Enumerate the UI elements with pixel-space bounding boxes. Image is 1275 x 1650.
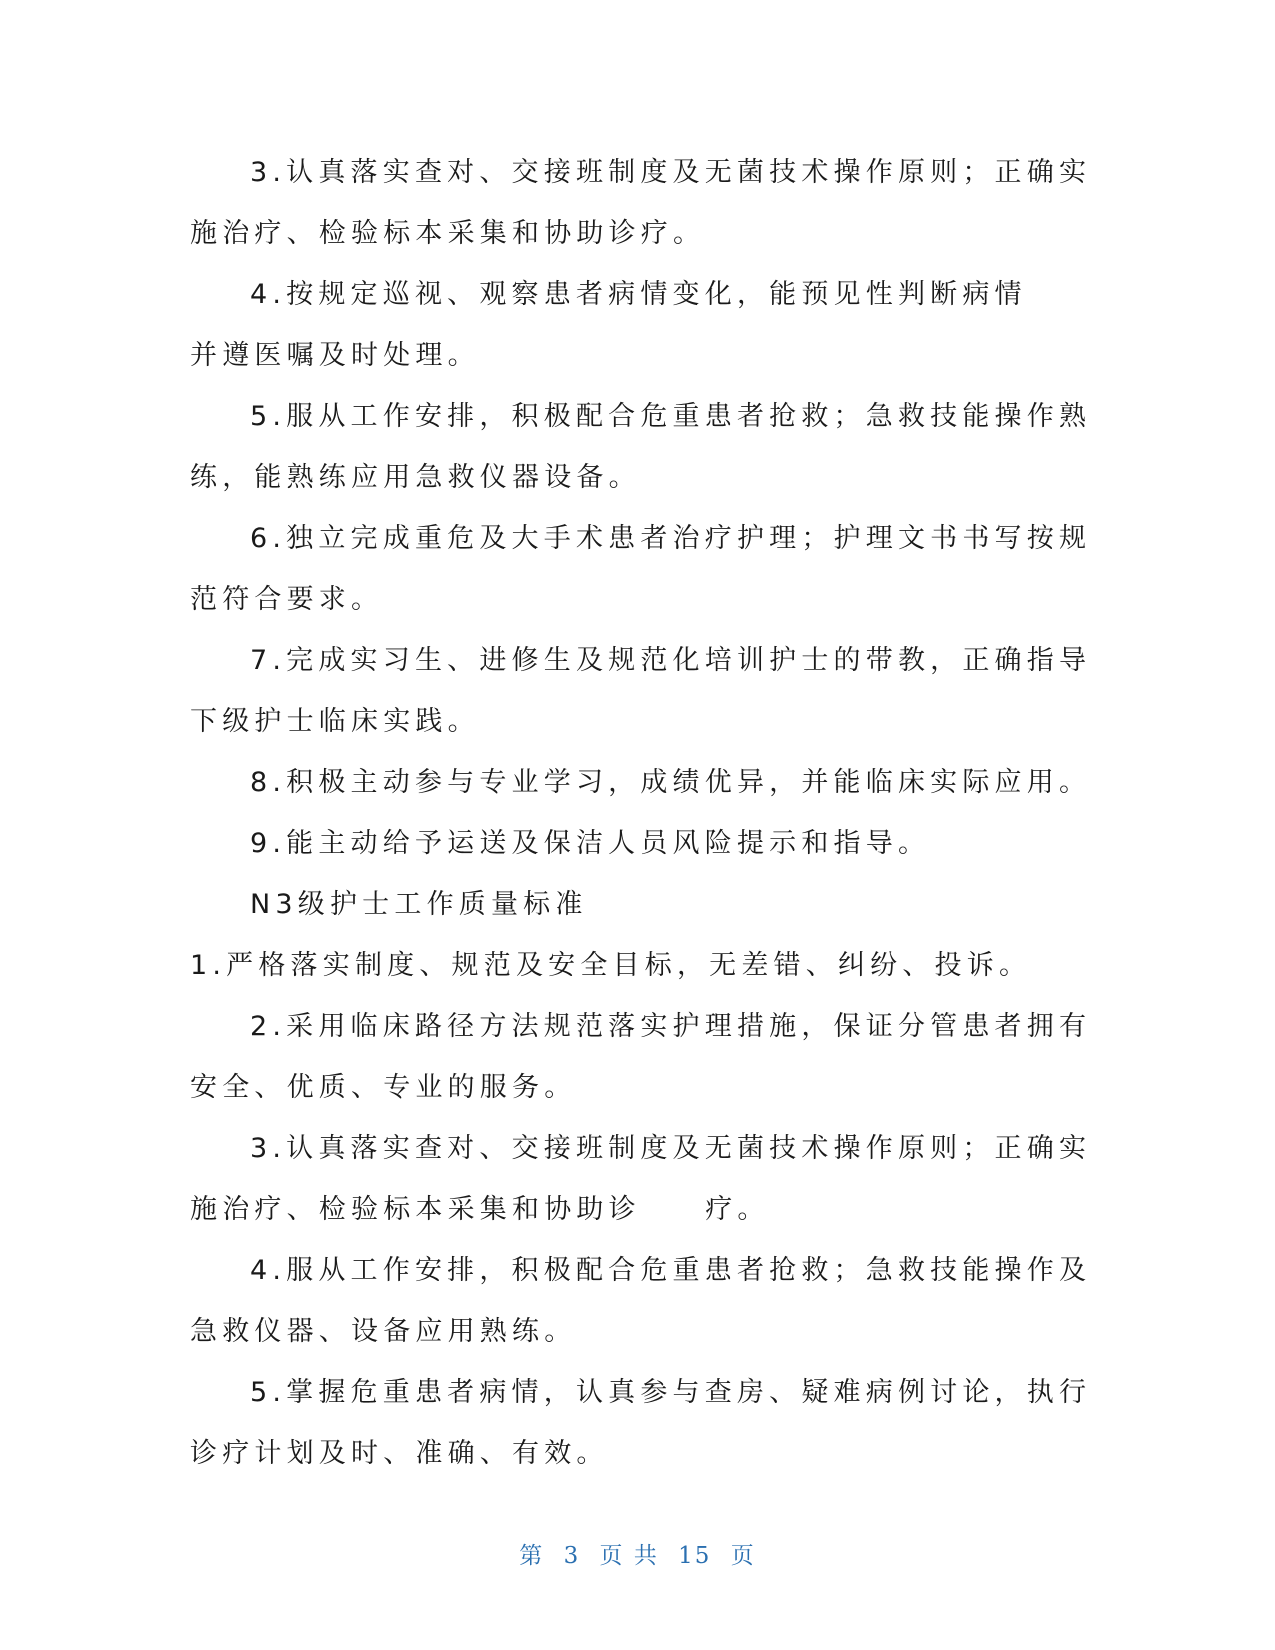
text-line: 9.能主动给予运送及保洁人员风险提示和指导。 [250,828,931,859]
footer-prefix: 第 [519,1543,545,1569]
text-line: 安全、优质、专业的服务。 [190,1072,577,1103]
text-line: 施治疗、检验标本采集和协助诊 疗。 [190,1194,770,1225]
text-line: 5.服从工作安排，积极配合危重患者抢救；急救技能操作熟 [250,401,1092,432]
text-line: 4.按规定巡视、观察患者病情变化，能预见性判断病情 [250,279,1027,310]
footer-suffix: 页 [730,1543,756,1569]
total-pages-number: 15 [678,1543,712,1569]
text-line: 范符合要求。 [190,584,384,615]
page-footer [0,1537,1275,1570]
text-line: 诊疗计划及时、准确、有效。 [190,1438,609,1469]
text-line: 2.采用临床路径方法规范落实护理措施，保证分管患者拥有 [250,1011,1092,1042]
text-line: 3.认真落实查对、交接班制度及无菌技术操作原则；正确实 [250,157,1092,188]
footer-middle: 页 共 [599,1543,659,1569]
text-line: 6.独立完成重危及大手术患者治疗护理；护理文书书写按规 [250,523,1092,554]
text-line: 5.掌握危重患者病情，认真参与查房、疑难病例讨论，执行 [250,1377,1092,1408]
section-heading: N3级护士工作质量标准 [250,889,588,920]
text-line: 1.严格落实制度、规范及安全目标，无差错、纠纷、投诉。 [190,950,1032,981]
text-line: 3.认真落实查对、交接班制度及无菌技术操作原则；正确实 [250,1133,1092,1164]
document-body [190,142,1092,1484]
text-line: 练，能熟练应用急救仪器设备。 [190,462,641,493]
text-line: 7.完成实习生、进修生及规范化培训护士的带教，正确指导 [250,645,1092,676]
text-line: 4.服从工作安排，积极配合危重患者抢救；急救技能操作及 [250,1255,1092,1286]
text-line: 下级护士临床实践。 [190,706,480,737]
text-line: 施治疗、检验标本采集和协助诊疗。 [190,218,706,249]
text-line: 并遵医嘱及时处理。 [190,340,480,371]
text-line: 急救仪器、设备应用熟练。 [190,1316,577,1347]
text-line: 8.积极主动参与专业学习，成绩优异，并能临床实际应用。 [250,767,1092,798]
current-page-number: 3 [563,1543,581,1569]
